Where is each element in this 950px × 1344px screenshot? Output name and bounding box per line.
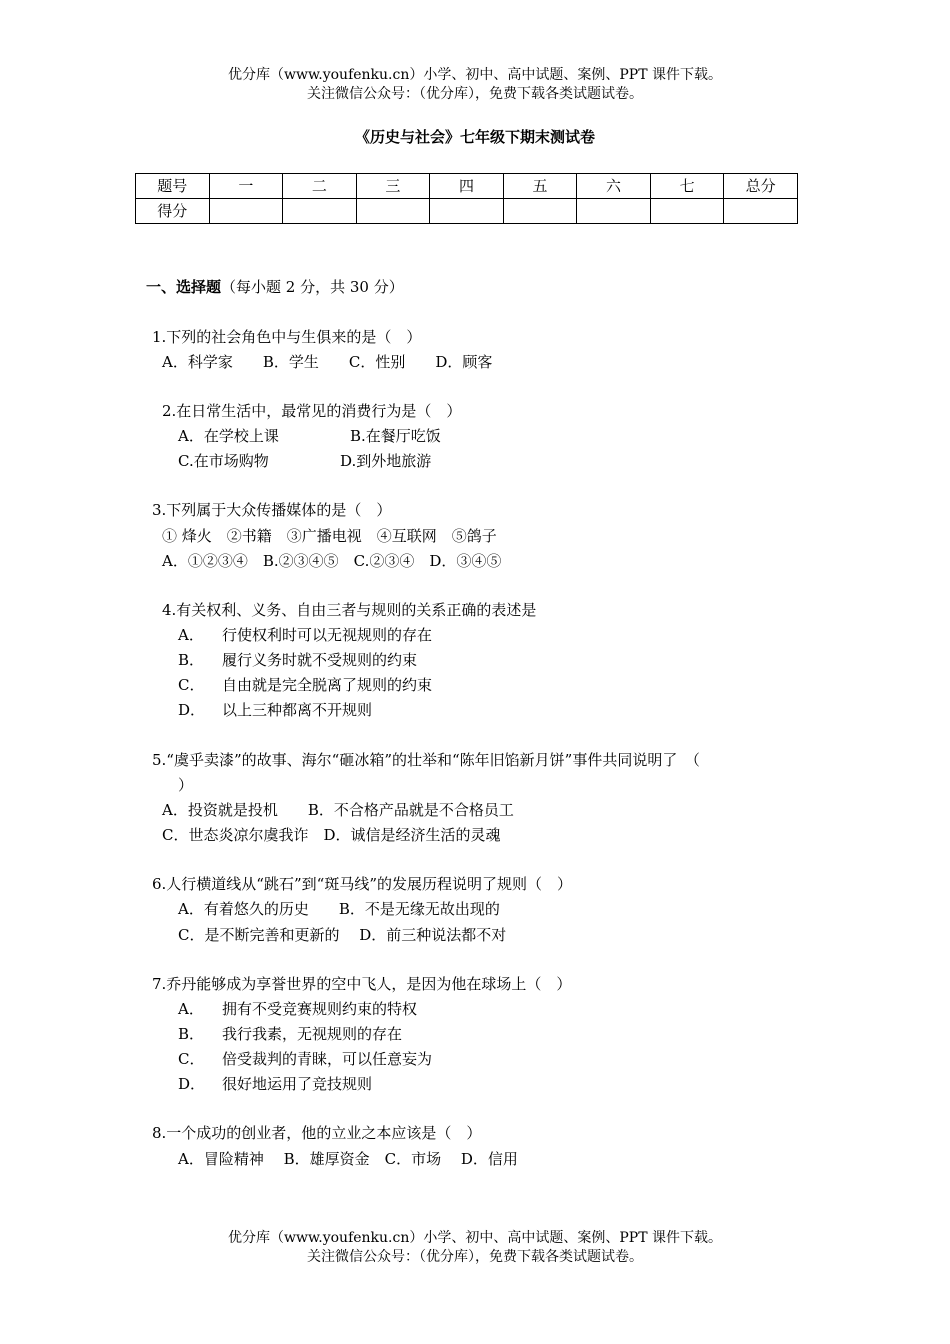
option-a: 行使权利时可以无视规则的存在 (222, 626, 433, 644)
table-cell: 四 (430, 174, 504, 199)
table-cell: 总分 (724, 174, 798, 199)
option-a-letter: A． (178, 626, 204, 644)
option-b: 我行我素，无视规则的存在 (222, 1025, 403, 1043)
score-entry-cell[interactable] (724, 199, 798, 224)
question-stem: 3.下列属于大众传播媒体的是（ ） (152, 501, 392, 519)
option-b-letter: B． (178, 651, 205, 669)
option-d-letter: D． (178, 1075, 206, 1093)
option-d: 很好地运用了竞技规则 (222, 1075, 373, 1093)
table-cell: 题号 (136, 174, 210, 199)
section-heading (146, 280, 404, 295)
question-stem: 6.人行横道线从“跳石”到“斑马线”的发展历程说明了规则（ ） (152, 875, 572, 893)
table-cell: 二 (283, 174, 357, 199)
header-line-2: 关注微信公众号：（优分库），免费下载各类试题试卷。 (307, 86, 643, 102)
score-table (135, 173, 798, 224)
question-stem: 1.下列的社会角色中与生俱来的是（ ） (152, 328, 422, 346)
question-stem: 5.“虞乎卖漆”的故事、海尔“砸冰箱”的壮举和“陈年旧馅新月饼”事件共同说明了 （ (152, 751, 700, 769)
score-entry-cell[interactable] (356, 199, 430, 224)
score-table-score-row (136, 199, 798, 224)
table-cell: 五 (503, 174, 577, 199)
question-options: A．科学家 B．学生 C．性别 D．顾客 (162, 353, 493, 371)
header-line-1: 优分库（www.youfenku.cn）小学、初中、高中试题、案例、PPT 课件下载。 (227, 67, 722, 83)
question-options: A．投资就是投机 B．不合格产品就是不合格员工 (162, 801, 514, 819)
page-title: 《历史与社会》七年级下期末测试卷 (354, 128, 595, 146)
option-c: C.在市场购物 (178, 452, 269, 470)
question-options: A．①②③④ B.②③④⑤ C.②③④ D．③④⑤ (162, 552, 502, 570)
footer-line-2: 关注微信公众号：（优分库），免费下载各类试题试卷。 (307, 1249, 643, 1265)
option-b: 履行义务时就不受规则的约束 (222, 651, 418, 669)
option-a: 拥有不受竞赛规则约束的特权 (222, 1000, 418, 1018)
option-c: 倍受裁判的青睐，可以任意妄为 (222, 1050, 433, 1068)
option-d: 以上三种都离不开规则 (222, 701, 373, 719)
question-options: A．有着悠久的历史 B．不是无缘无故出现的 (178, 900, 500, 918)
option-b-letter: B． (178, 1025, 205, 1043)
section-title: 一、选择题 (146, 278, 222, 296)
score-table-header-row (136, 174, 798, 199)
table-cell: 得分 (136, 199, 210, 224)
option-b: B.在餐厅吃饭 (350, 427, 441, 445)
score-entry-cell[interactable] (283, 199, 357, 224)
table-cell: 七 (650, 174, 724, 199)
score-entry-cell[interactable] (430, 199, 504, 224)
question-items: ① 烽火 ②书籍 ③广播电视 ④互联网 ⑤鸽子 (162, 527, 497, 545)
score-entry-cell[interactable] (209, 199, 283, 224)
option-d: D.到外地旅游 (340, 452, 432, 470)
question-options: C．是不断完善和更新的 D．前三种说法都不对 (178, 926, 507, 944)
option-c-letter: C． (178, 676, 205, 694)
footer-line-1: 优分库（www.youfenku.cn）小学、初中、高中试题、案例、PPT 课件下载。 (227, 1230, 722, 1246)
section-note: （每小题 2 分，共 30 分） (221, 278, 404, 296)
question-stem: 8.一个成功的创业者，他的立业之本应该是（ ） (152, 1124, 482, 1142)
question-stem: 2.在日常生活中，最常见的消费行为是（ ） (162, 402, 462, 420)
score-entry-cell[interactable] (503, 199, 577, 224)
table-cell: 三 (356, 174, 430, 199)
option-c-letter: C． (178, 1050, 205, 1068)
score-entry-cell[interactable] (577, 199, 651, 224)
score-entry-cell[interactable] (650, 199, 724, 224)
question-options: A．冒险精神 B．雄厚资金 C．市场 D．信用 (178, 1150, 518, 1168)
question-stem-continuation: ） (178, 776, 194, 794)
table-cell: 六 (577, 174, 651, 199)
question-stem: 4.有关权利、义务、自由三者与规则的关系正确的表述是 (162, 601, 537, 619)
question-stem: 7.乔丹能够成为享誉世界的空中飞人，是因为他在球场上（ ） (152, 975, 572, 993)
table-cell: 一 (209, 174, 283, 199)
option-c: 自由就是完全脱离了规则的约束 (222, 676, 433, 694)
option-d-letter: D． (178, 701, 206, 719)
question-options: C．世态炎凉尔虞我诈 D．诚信是经济生活的灵魂 (162, 826, 501, 844)
option-a-letter: A． (178, 1000, 204, 1018)
option-a: A．在学校上课 (178, 427, 279, 445)
